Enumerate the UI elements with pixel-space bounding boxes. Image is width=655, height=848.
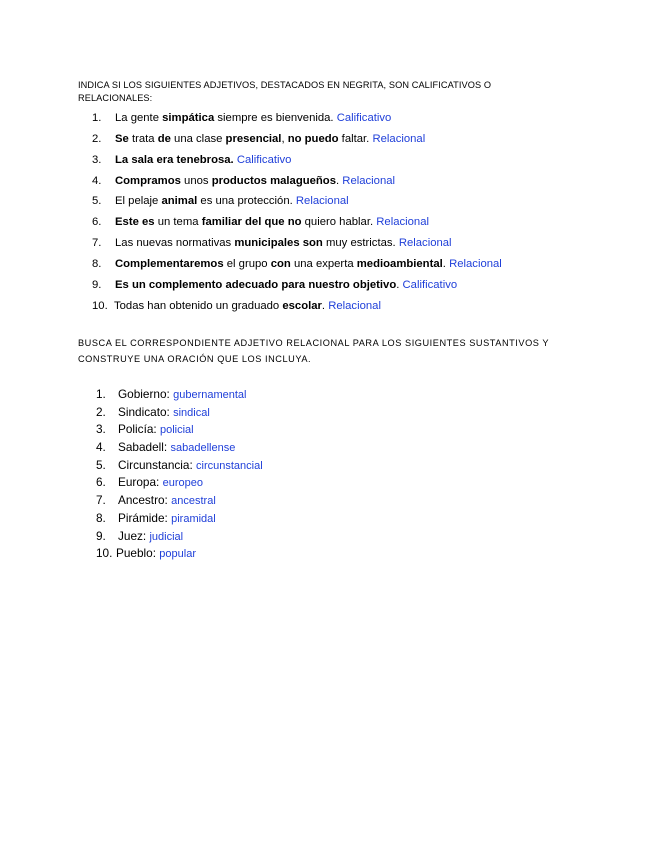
answer-text: judicial [149,530,184,543]
answer-text: popular [159,548,196,561]
noun-text: Sindicato: [118,404,170,419]
noun-text: Pueblo: [116,546,157,561]
exercise1-item [92,193,502,214]
item-number: 2. [92,132,102,145]
sentence-text: muy estrictas. [322,237,399,250]
exercise2-item [96,528,263,546]
answer-text: Relacional [449,257,502,270]
answer-text: policial [159,424,194,437]
item-number: 9. [92,278,102,291]
item-number: 10. [92,299,108,312]
sentence-text: quiero hablar. [301,216,377,229]
sentence-text: La gente [115,112,163,124]
noun-text: Circunstancia: [118,457,193,472]
exercise2-item [96,457,263,475]
exercise1-item [92,131,502,152]
sentence-text: . [442,257,450,270]
sentence-text: El pelaje [115,195,162,208]
highlighted-text: con [270,257,291,270]
noun-text: Ancestro: [118,493,168,508]
item-number: 3. [96,422,106,437]
highlighted-text: medioambiental [356,257,443,270]
section1-heading [78,79,558,105]
item-number: 4. [92,174,102,187]
answer-text: sabadellense [170,442,236,455]
answer-text: Relacional [398,237,452,250]
exercise1-item [92,214,502,235]
sentence-text: Todas han obtenido un graduado [114,299,283,312]
answer-text: gubernamental [173,389,247,401]
section1-heading-line2: RELACIONALES: [78,93,153,103]
sentence-text: . [336,174,343,187]
answer-text: circunstancial [196,459,263,472]
exercise2-item [96,404,263,422]
highlighted-text: simpática [162,112,215,124]
highlighted-text: municipales son [234,237,323,250]
answer-text: Calificativo [336,112,392,124]
answer-text: Relacional [372,132,426,145]
answer-text: Relacional [376,216,430,229]
answer-text: sindical [173,406,210,419]
exercise1-item [92,235,502,256]
sentence-text: . [396,278,403,291]
exercise1-item [92,173,502,194]
answer-text: ancestral [171,495,216,508]
exercise1-item [92,256,502,277]
sentence-text: el grupo [223,257,271,270]
noun-text: Pirámide: [118,510,168,525]
exercise1-item [92,298,502,319]
item-number: 1. [96,387,106,401]
section2-heading-line1: BUSCA EL CORRESPONDIENTE ADJETIVO RELACIONAL PARA LOS SIGUIENTES SUSTANTIVOS Y [78,338,550,348]
item-number: 9. [96,528,106,543]
noun-text: Policía: [118,422,157,437]
answer-text: Calificativo [236,153,292,166]
exercise2-item [96,492,263,510]
item-number: 8. [96,510,106,525]
highlighted-text: La sala era tenebrosa. [115,153,234,166]
item-number: 2. [96,404,106,419]
section1-list [92,110,502,318]
exercise2-item [96,439,263,457]
sentence-text: unos [180,174,212,187]
highlighted-text: Se [115,132,129,145]
section2-heading [78,336,558,367]
noun-text: Europa: [118,475,160,490]
exercise1-item [92,152,502,173]
exercise2-item [96,545,263,563]
sentence-text: un tema [154,216,202,229]
highlighted-text: Es un complemento adecuado para nuestro objetivo [115,278,397,291]
item-number: 7. [96,493,106,508]
exercise1-item [92,277,502,298]
item-number: 8. [92,257,102,270]
highlighted-text: de [157,132,171,145]
item-number: 5. [96,457,106,472]
highlighted-text: Complementaremos [115,257,224,270]
sentence-text: , [281,132,288,145]
exercise1-item [92,110,502,131]
sentence-text: una experta [290,257,357,270]
sentence-text: Las nuevas normativas [115,237,235,250]
highlighted-text: presencial [225,132,282,145]
exercise2-item [96,421,263,439]
item-number: 6. [92,216,102,229]
item-number: 7. [92,237,102,250]
highlighted-text: escolar [282,299,322,312]
sentence-text: . [321,299,329,312]
noun-text: Juez: [118,528,147,543]
exercise2-item [96,510,263,528]
section2-list [96,386,263,563]
item-number: 1. [92,112,102,124]
item-number: 10. [96,546,113,561]
sentence-text: siempre es bienvenida. [214,112,337,124]
answer-text: Relacional [342,174,396,187]
answer-text: Calificativo [402,278,458,291]
sentence-text: una clase [170,132,226,145]
highlighted-text: familiar del que no [201,216,302,229]
highlighted-text: Este es [115,216,155,229]
noun-text: Gobierno: [118,387,170,401]
item-number: 4. [96,440,106,455]
sentence-text: faltar. [338,132,373,145]
sentence-text: es una protección. [197,195,296,208]
answer-text: europeo [162,477,203,490]
item-number: 3. [92,153,102,166]
highlighted-text: productos malagueños [211,174,336,187]
highlighted-text: no puedo [287,132,339,145]
answer-text: Relacional [328,299,381,312]
answer-text: Relacional [295,195,349,208]
exercise2-item [96,386,263,404]
highlighted-text: animal [161,195,198,208]
answer-text: piramidal [171,512,216,525]
item-number: 5. [92,195,102,208]
item-number: 6. [96,475,106,490]
exercise2-item [96,474,263,492]
highlighted-text: Compramos [115,174,181,187]
noun-text: Sabadell: [118,440,168,455]
section2-heading-line2: CONSTRUYE UNA ORACIÓN QUE LOS INCLUYA. [78,353,312,364]
section1-heading-line1: INDICA SI LOS SIGUIENTES ADJETIVOS, DESTACADOS EN NEGRITA, SON CALIFICATIVOS O [78,80,492,90]
sentence-text: trata [128,132,158,145]
